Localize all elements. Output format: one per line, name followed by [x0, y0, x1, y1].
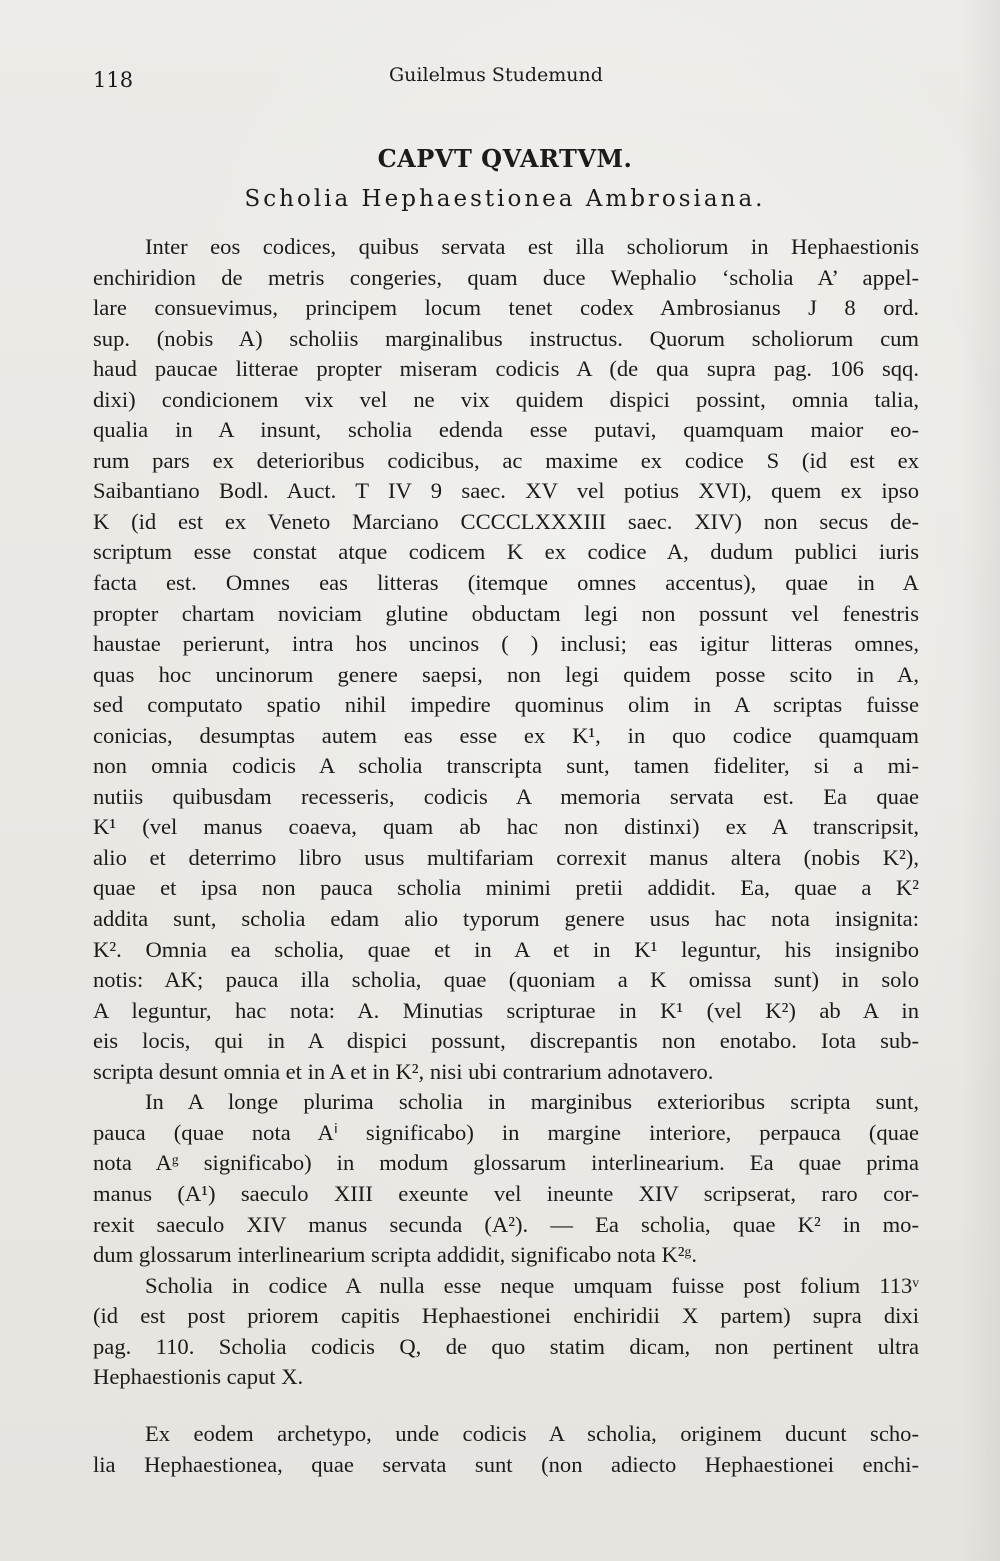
- chapter-title: CAPVT QVARTVM.: [377, 144, 633, 173]
- text-line: quae et ipsa non pauca scholia minimi pretii addidit. Ea, quae a K²: [93, 875, 919, 901]
- text-line: eis locis, qui in A dispici possunt, discrepantis non enotabo. Iota sub-: [93, 1028, 919, 1054]
- text-line: K (id est ex Veneto Marciano CCCCLXXXIII saec. XIV) non secus de-: [93, 508, 919, 534]
- text-line: haud paucae litterae propter miseram codicis A (de qua supra pag. 106 sqq.: [93, 356, 919, 382]
- section-title: Scholia Hephaestionea Ambrosiana.: [244, 186, 766, 212]
- text-line: Ex eodem archetypo, unde codicis A scholia, originem ducunt scho-: [145, 1421, 919, 1446]
- text-line: pag. 110. Scholia codicis Q, de quo statim dicam, non pertinent ultra: [93, 1333, 919, 1359]
- text-line: K². Omnia ea scholia, quae et in A et in K¹ leguntur, his insignibo: [93, 936, 919, 962]
- text-line: propter chartam noviciam glutine obductam legi non possunt vel fenestris: [93, 600, 919, 626]
- text-line: nota Aᵍ significabo) in modum glossarum interlinearium. Ea quae prima: [93, 1150, 919, 1176]
- text-line: Hephaestionis caput X.: [93, 1364, 304, 1390]
- text-line: sed computato spatio nihil impedire quominus olim in A scriptas fuisse: [93, 692, 919, 718]
- text-line: scripta desunt omnia et in A et in K², nisi ubi contrarium adnotavero.: [93, 1058, 714, 1084]
- body-text: [93, 232, 919, 1393]
- text-line: dum glossarum interlinearium scripta addidit, significabo nota K²ᵍ.: [93, 1242, 698, 1268]
- text-line: facta est. Omnes eas litteras (itemque omnes accentus), quae in A: [93, 570, 919, 596]
- text-line: rexit saeculo XIV manus secunda (A²). — Ea scholia, quae K² in mo-: [93, 1211, 919, 1237]
- text-line: non omnia codicis A scholia transcripta sunt, tamen fideliter, si a mi-: [93, 753, 919, 779]
- text-line: scriptum esse constat atque codicem K ex codice A, dudum publici iuris: [93, 539, 919, 565]
- text-line: manus (A¹) saeculo XIII exeunte vel ineunte XIV scripserat, raro cor-: [93, 1180, 919, 1206]
- text-line: lare consuevimus, principem locum tenet codex Ambrosianus J 8 ord.: [93, 295, 919, 321]
- text-line: A leguntur, hac nota: A. Minutias scripturae in K¹ (vel K²) ab A in: [93, 997, 919, 1023]
- text-line: dixi) condicionem vix vel ne vix quidem dispici possint, omnia talia,: [93, 386, 919, 412]
- text-line: K¹ (vel manus coaeva, quam ab hac non distinxi) ex A transcripsit,: [93, 814, 919, 840]
- text-line: Saibantiano Bodl. Auct. T IV 9 saec. XV vel potius XVI), quem ex ipso: [93, 478, 919, 504]
- continuation-text: [93, 1419, 919, 1480]
- running-head-author: Guilelmus Studemund: [389, 64, 603, 86]
- text-line: pauca (quae nota Aⁱ significabo) in margine interiore, perpauca (quae: [93, 1119, 919, 1145]
- text-line: In A longe plurima scholia in marginibus exterioribus scripta sunt,: [145, 1089, 919, 1115]
- text-line: lia Hephaestionea, quae servata sunt (non adiecto Hephaestionei enchi-: [93, 1451, 919, 1477]
- text-line: Scholia in codice A nulla esse neque umquam fuisse post folium 113ᵛ: [145, 1272, 919, 1298]
- text-line: (id est post priorem capitis Hephaestionei enchiridii X partem) supra dixi: [93, 1303, 919, 1329]
- text-line: Inter eos codices, quibus servata est illa scholiorum in Hephaestionis: [145, 234, 919, 259]
- text-line: qualia in A insunt, scholia edenda esse putavi, quamquam maior eo-: [93, 417, 919, 443]
- text-line: nutiis quibusdam recesseris, codicis A memoria servata est. Ea quae: [93, 783, 919, 809]
- text-line: quas hoc uncinorum genere saepsi, non legi quidem posse scito in A,: [93, 661, 919, 687]
- page-edge-shadow: [960, 0, 1000, 1561]
- text-line: notis: AK; pauca illa scholia, quae (quoniam a K omissa sunt) in solo: [93, 967, 919, 993]
- text-line: enchiridion de metris congeries, quam duce Wephalio ‘scholia A’ appel-: [93, 264, 919, 290]
- text-line: conicias, desumptas autem eas esse ex K¹, in quo codice quamquam: [93, 722, 919, 748]
- text-line: addita sunt, scholia edam alio typorum genere usus hac nota insignita:: [93, 906, 919, 932]
- running-head: [93, 62, 918, 92]
- text-line: sup. (nobis A) scholiis marginalibus instructus. Quorum scholiorum cum: [93, 325, 919, 351]
- text-line: alio et deterrimo libro usus multifariam correxit manus altera (nobis K²),: [93, 844, 919, 870]
- text-line: rum pars ex deterioribus codicibus, ac maxime ex codice S (id est ex: [93, 447, 919, 473]
- text-line: haustae perierunt, intra hos uncinos ( ) inclusi; eas igitur litteras omnes,: [93, 631, 919, 657]
- page-number: 118: [93, 68, 134, 92]
